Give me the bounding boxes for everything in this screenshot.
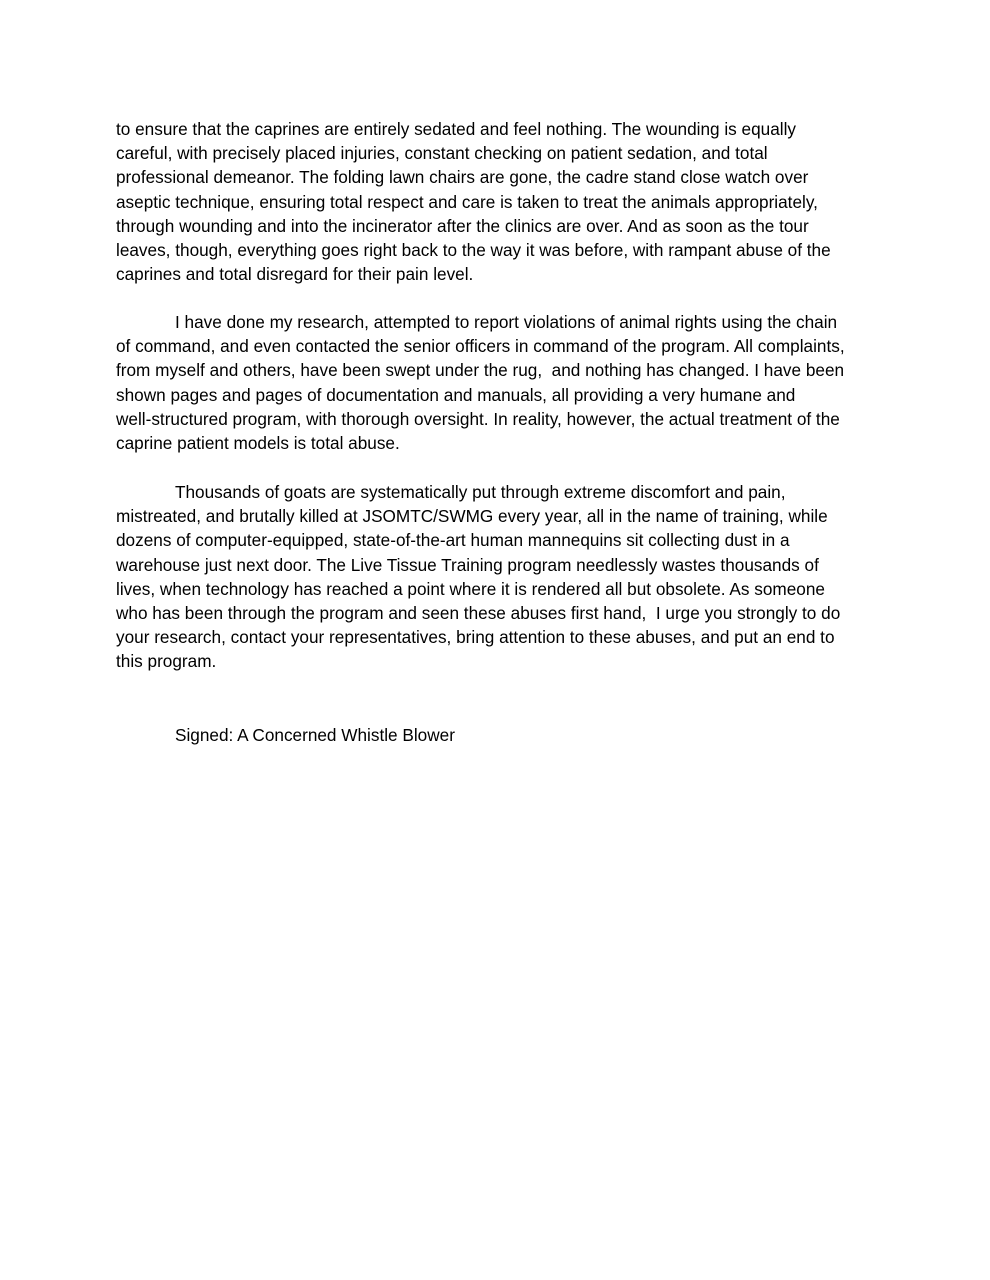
paragraph-1 [116,117,878,286]
signature-line: Signed: A Concerned Whistle Blower [175,725,455,745]
paragraph-line: aseptic technique, ensuring total respect and care is taken to treat the animals appropriately, [116,191,818,212]
paragraph-2 [116,310,878,455]
paragraph-line: your research, contact your representatives, bring attention to these abuses, and put an end to [116,627,835,648]
paragraph-line: this program. [116,651,217,672]
paragraph-line: I have done my research, attempted to report violations of animal rights using the chain [175,312,838,332]
paragraph-line: through wounding and into the incinerator after the clinics are over. And as soon as the tour [116,215,809,236]
paragraph-line: shown pages and pages of documentation and manuals, all providing a very humane and [116,384,796,405]
paragraph-line: lives, when technology has reached a point where it is rendered all but obsolete. As someone [116,578,825,599]
paragraph-line: who has been through the program and seen these abuses first hand, I urge you strongly to do [116,603,841,624]
signature-block [116,723,878,747]
paragraph-line: dozens of computer-equipped, state-of-the-art human mannequins sit collecting dust in a [116,530,790,551]
paragraph-line: caprines and total disregard for their pain level. [116,264,474,285]
paragraph-line: professional demeanor. The folding lawn chairs are gone, the cadre stand close watch over [116,167,809,188]
paragraph-line: well-structured program, with thorough oversight. In reality, however, the actual treatment of the [116,408,840,429]
paragraph-line: to ensure that the caprines are entirely sedated and feel nothing. The wounding is equally [116,119,796,139]
paragraph-line: Thousands of goats are systematically put through extreme discomfort and pain, [175,482,786,502]
paragraph-line: warehouse just next door. The Live Tissue Training program needlessly wastes thousands of [116,554,819,575]
paragraph-3 [116,480,878,674]
paragraph-line: from myself and others, have been swept under the rug, and nothing has changed. I have been [116,360,845,381]
paragraph-line: careful, with precisely placed injuries, constant checking on patient sedation, and total [116,143,768,164]
paragraph-line: leaves, though, everything goes right back to the way it was before, with rampant abuse of the [116,240,831,261]
paragraph-line: caprine patient models is total abuse. [116,433,400,454]
paragraph-line: of command, and even contacted the senior officers in command of the program. All complaints, [116,336,845,357]
paragraph-line: mistreated, and brutally killed at JSOMTC/SWMG every year, all in the name of training, while [116,506,828,527]
